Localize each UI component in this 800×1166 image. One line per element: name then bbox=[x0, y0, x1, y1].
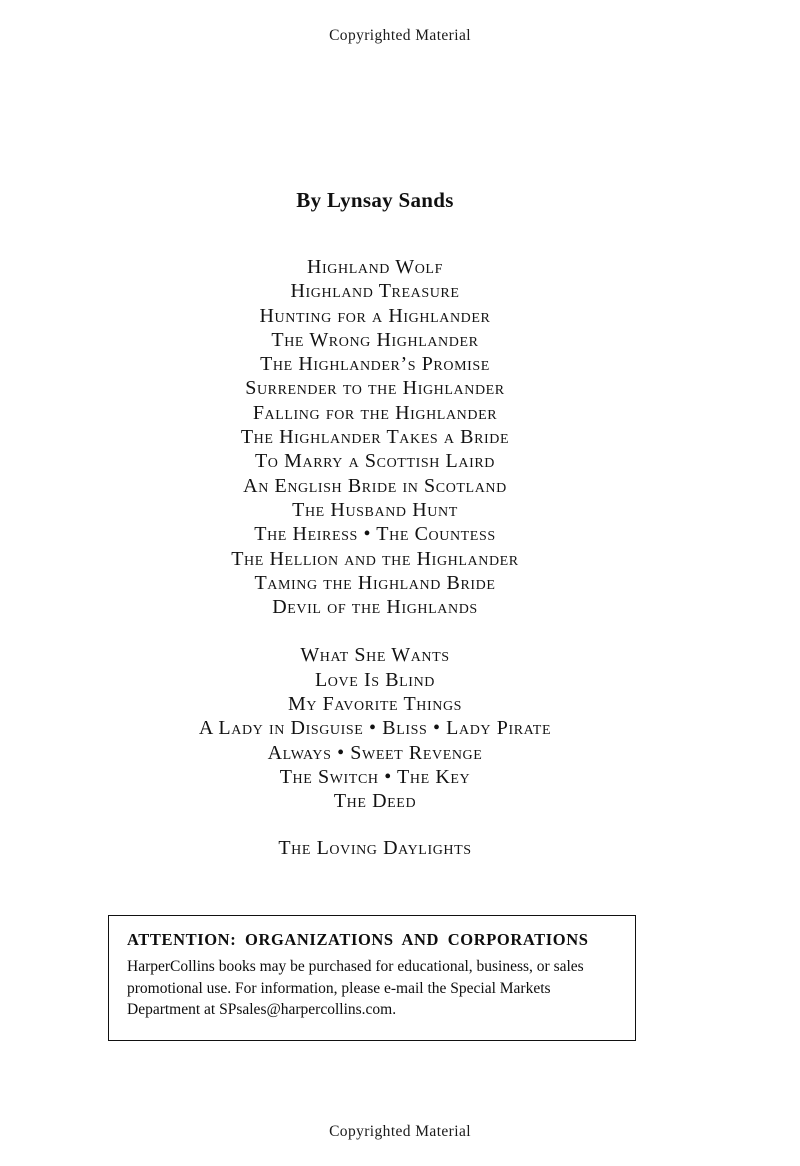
book-title: Love Is Blind bbox=[314, 668, 435, 691]
title-group-other-novels bbox=[10, 619, 740, 813]
title-group-single-title bbox=[10, 814, 740, 860]
book-title: Hunting for a Highlander bbox=[259, 304, 491, 327]
notice-heading: ATTENTION: ORGANIZATIONS AND CORPORATIONS bbox=[127, 930, 589, 949]
copyright-watermark-top: Copyrighted Material bbox=[329, 27, 471, 44]
book-title: What She Wants bbox=[300, 644, 450, 667]
book-title: My Favorite Things bbox=[287, 693, 463, 716]
author-byline: By Lynsay Sands bbox=[296, 188, 454, 212]
book-title: The Loving Daylights bbox=[278, 836, 472, 859]
book-title: A Lady in Disguise • Bliss • Lady Pirate bbox=[198, 717, 552, 740]
book-title: The Switch • The Key bbox=[279, 765, 471, 788]
book-title: The Highlander Takes a Bride bbox=[240, 426, 510, 449]
book-title: An English Bride in Scotland bbox=[243, 474, 507, 497]
page-content bbox=[60, 150, 740, 860]
book-title: The Hellion and the Highlander bbox=[231, 547, 519, 570]
book-title: The Deed bbox=[333, 790, 417, 813]
book-title: The Wrong Highlander bbox=[271, 328, 479, 351]
book-title: The Husband Hunt bbox=[292, 498, 458, 521]
book-title: To Marry a Scottish Laird bbox=[254, 450, 495, 473]
book-title: The Highlander’s Promise bbox=[260, 353, 490, 376]
book-title: The Heiress • The Countess bbox=[254, 523, 496, 546]
book-title: Taming the Highland Bride bbox=[254, 571, 496, 594]
attention-notice-box bbox=[108, 915, 636, 1041]
book-title: Always • Sweet Revenge bbox=[267, 741, 483, 764]
copyright-watermark-bottom: Copyrighted Material bbox=[329, 1123, 471, 1140]
notice-body: HarperCollins books may be purchased for educational, business, or sales promotional use. For information, please e-mail the Special Markets Department at SPsales@harpercollins.com. bbox=[127, 958, 584, 1018]
book-title: Falling for the Highlander bbox=[252, 401, 498, 424]
book-title: Devil of the Highlands bbox=[272, 596, 478, 619]
title-group-highlander-series bbox=[10, 213, 740, 619]
book-title: Highland Treasure bbox=[290, 280, 460, 303]
book-title: Highland Wolf bbox=[307, 256, 443, 278]
book-title: Surrender to the Highlander bbox=[245, 377, 505, 400]
